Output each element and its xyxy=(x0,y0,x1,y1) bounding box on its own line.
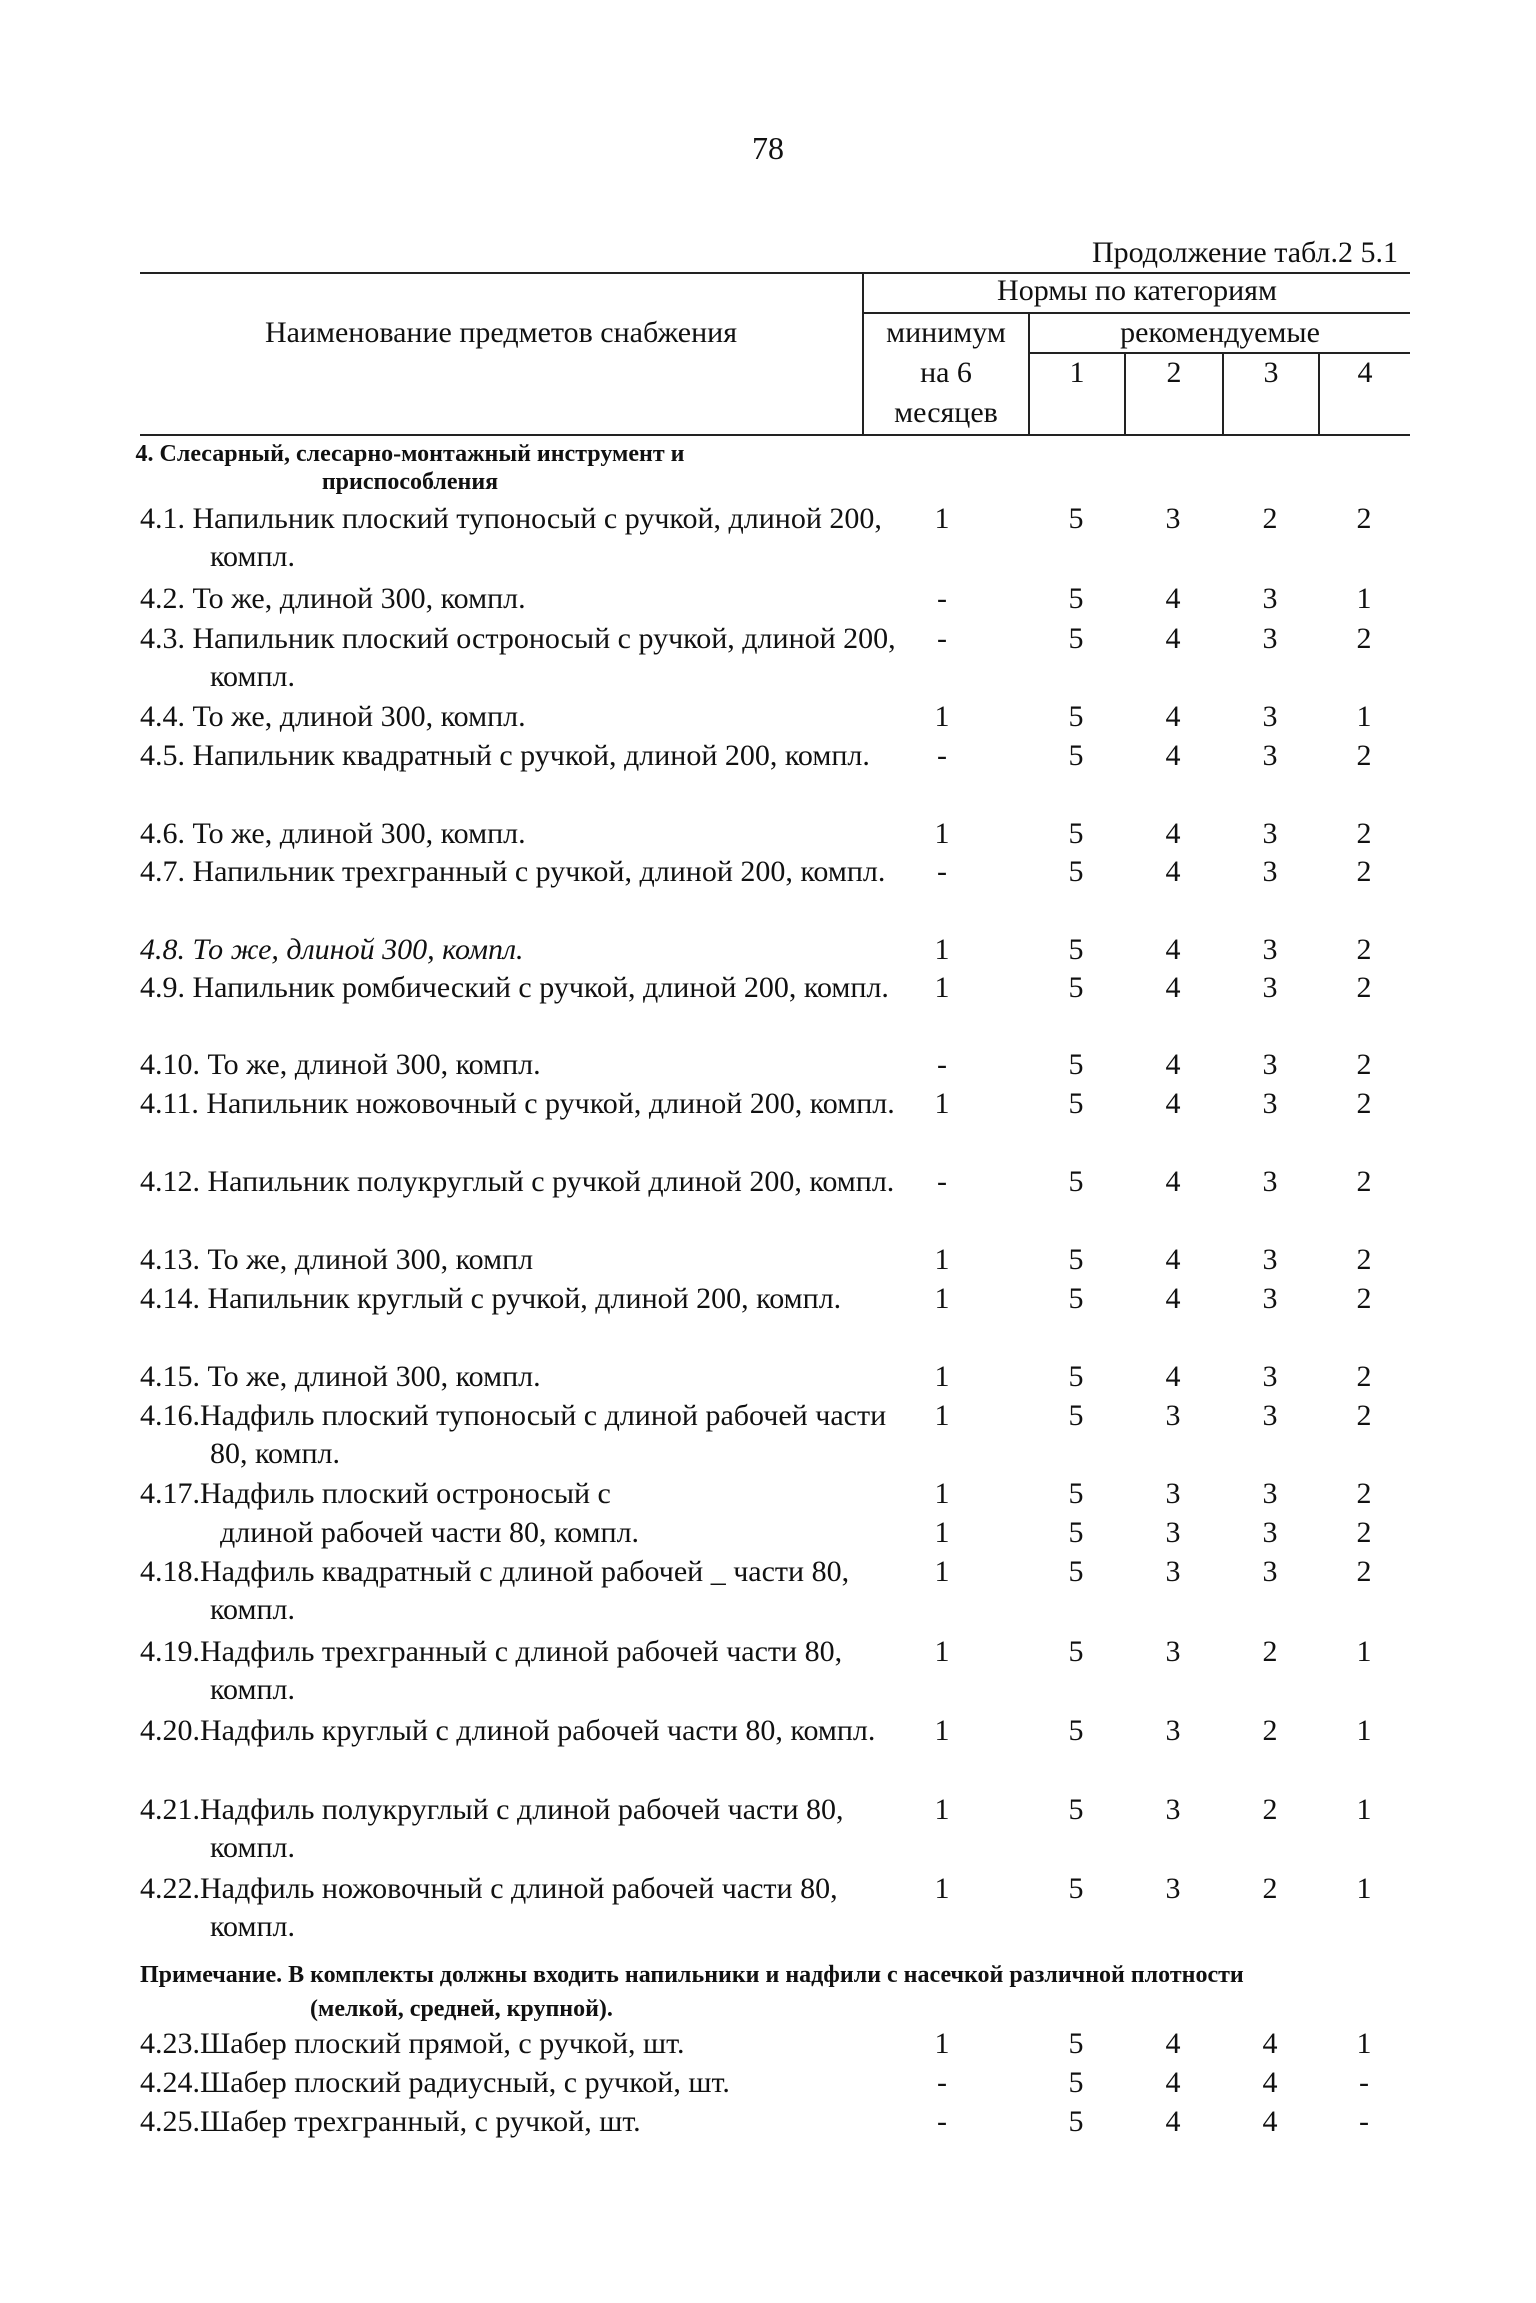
note-line2: (мелкой, средней, крупной). xyxy=(310,1996,613,2022)
cat2-value: 4 xyxy=(1165,971,1181,1004)
cat4-value: 1 xyxy=(1356,1872,1372,1905)
item-name: 4.15. То же, длиной 300, компл. xyxy=(140,1360,541,1393)
cat4-value: 2 xyxy=(1356,739,1372,772)
page-number: 78 xyxy=(752,130,784,166)
item-name: 4.8. То же, длиной 300, компл. xyxy=(140,933,524,966)
minimum-value: - xyxy=(937,2105,947,2138)
section-title-line1: 4. Слесарный, слесарно-монтажный инструмент и xyxy=(135,441,685,467)
header-norms: Нормы по категориям xyxy=(997,274,1277,307)
cat1-value: 5 xyxy=(1068,971,1084,1004)
minimum-value: 1 xyxy=(934,971,950,1004)
item-name: 4.9. Напильник ромбический с ручкой, длиной 200, компл. xyxy=(140,971,889,1004)
cat1-value: 5 xyxy=(1068,1165,1084,1198)
cat1-value: 5 xyxy=(1068,2066,1084,2099)
cat2-value: 3 xyxy=(1165,1635,1181,1668)
item-name: 4.13. То же, длиной 300, компл xyxy=(140,1243,534,1276)
cat1-value: 5 xyxy=(1068,1360,1084,1393)
cat4-value: 2 xyxy=(1356,502,1372,535)
item-name: 4.18.Надфиль квадратный с длиной рабочей _ части 80, компл. xyxy=(140,1555,850,1626)
note-line1: Примечание. В комплекты должны входить напильники и надфили с насечкой различной плотности xyxy=(140,1962,1244,1988)
cat4-value: 2 xyxy=(1356,855,1372,888)
cat3-value: 2 xyxy=(1262,502,1278,535)
minimum-value: 1 xyxy=(934,2027,950,2060)
cat2-value: 4 xyxy=(1165,933,1181,966)
cat2-value: 4 xyxy=(1165,1243,1181,1276)
cat1-value: 5 xyxy=(1068,1477,1084,1510)
header-recommended: рекомендуемые xyxy=(1120,316,1320,349)
minimum-value: 1 xyxy=(934,933,950,966)
cat2-value: 3 xyxy=(1165,1714,1181,1747)
cat3-value: 2 xyxy=(1262,1635,1278,1668)
cat4-value: 1 xyxy=(1356,1635,1372,1668)
cat3-value: 3 xyxy=(1262,1360,1278,1393)
cat3-value: 3 xyxy=(1262,1048,1278,1081)
minimum-value: 1 xyxy=(934,1793,950,1826)
cat3-value: 3 xyxy=(1262,1399,1278,1432)
minimum-value: - xyxy=(937,622,947,655)
minimum-value: 1 xyxy=(934,1872,950,1905)
cat3-value: 3 xyxy=(1262,700,1278,733)
header-name-column: Наименование предметов снабжения xyxy=(264,316,738,349)
cat3-value: 3 xyxy=(1262,933,1278,966)
minimum-value: - xyxy=(937,739,947,772)
item-name: 4.10. То же, длиной 300, компл. xyxy=(140,1048,541,1081)
cat4-value: 2 xyxy=(1356,1516,1372,1549)
cat2-value: 3 xyxy=(1165,1555,1181,1588)
cat2-value: 4 xyxy=(1165,700,1181,733)
cat3-value: 3 xyxy=(1262,1555,1278,1588)
table-continuation-label: Продолжение табл.2 5.1 xyxy=(1092,236,1398,269)
item-name: 4.7. Напильник трехгранный с ручкой, длиной 200, компл. xyxy=(140,855,886,888)
cat2-value: 4 xyxy=(1165,817,1181,850)
header-category-3: 3 xyxy=(1263,356,1279,389)
cat1-value: 5 xyxy=(1068,817,1084,850)
cat2-value: 3 xyxy=(1165,1872,1181,1905)
cat4-value: 2 xyxy=(1356,1360,1372,1393)
cat2-value: 4 xyxy=(1165,1360,1181,1393)
minimum-value: 1 xyxy=(934,700,950,733)
cat4-value: 2 xyxy=(1356,1243,1372,1276)
cat2-value: 4 xyxy=(1165,1048,1181,1081)
minimum-value: - xyxy=(937,1165,947,1198)
cat1-value: 5 xyxy=(1068,1555,1084,1588)
cat3-value: 3 xyxy=(1262,1087,1278,1120)
cat2-value: 3 xyxy=(1165,1477,1181,1510)
cat2-value: 4 xyxy=(1165,622,1181,655)
cat3-value: 3 xyxy=(1262,1477,1278,1510)
item-name: 4.6. То же, длиной 300, компл. xyxy=(140,817,526,850)
cat4-value: 2 xyxy=(1356,1555,1372,1588)
cat3-value: 3 xyxy=(1262,1282,1278,1315)
cat3-value: 3 xyxy=(1262,817,1278,850)
minimum-value: 1 xyxy=(934,1087,950,1120)
cat4-value: 2 xyxy=(1356,622,1372,655)
cat2-value: 4 xyxy=(1165,1165,1181,1198)
cat1-value: 5 xyxy=(1068,502,1084,535)
minimum-value: - xyxy=(937,1048,947,1081)
minimum-value: - xyxy=(937,2066,947,2099)
minimum-value: 1 xyxy=(934,1243,950,1276)
cat3-value: 4 xyxy=(1262,2105,1278,2138)
item-name: 4.19.Надфиль трехгранный с длиной рабочей части 80, компл. xyxy=(140,1635,843,1706)
minimum-value: - xyxy=(937,582,947,615)
cat1-value: 5 xyxy=(1068,1282,1084,1315)
cat1-value: 5 xyxy=(1068,1087,1084,1120)
cat1-value: 5 xyxy=(1068,739,1084,772)
cat3-value: 2 xyxy=(1262,1714,1278,1747)
cat4-value: 2 xyxy=(1356,1282,1372,1315)
cat1-value: 5 xyxy=(1068,2105,1084,2138)
cat3-value: 2 xyxy=(1262,1793,1278,1826)
item-name: 4.21.Надфиль полукруглый с длиной рабочей части 80, компл. xyxy=(140,1793,844,1864)
minimum-value: 1 xyxy=(934,1399,950,1432)
item-name: 4.17.Надфиль плоский остроносый с xyxy=(140,1477,611,1510)
header-category-4: 4 xyxy=(1357,356,1373,389)
cat2-value: 4 xyxy=(1165,1087,1181,1120)
cat3-value: 4 xyxy=(1262,2066,1278,2099)
cat2-value: 4 xyxy=(1165,2027,1181,2060)
header-minimum-line2: на 6 xyxy=(920,356,972,389)
cat4-value: 1 xyxy=(1356,1714,1372,1747)
cat3-value: 3 xyxy=(1262,739,1278,772)
cat2-value: 4 xyxy=(1165,739,1181,772)
cat3-value: 2 xyxy=(1262,1872,1278,1905)
cat4-value: - xyxy=(1359,2105,1369,2138)
item-name: 4.3. Напильник плоский остроносый с ручкой, длиной 200, компл. xyxy=(140,622,896,693)
cat4-value: - xyxy=(1359,2066,1369,2099)
cat2-value: 4 xyxy=(1165,855,1181,888)
minimum-value: 1 xyxy=(934,1516,950,1549)
item-name: 4.22.Надфиль ножовочный с длиной рабочей части 80, компл. xyxy=(140,1872,838,1943)
cat1-value: 5 xyxy=(1068,622,1084,655)
cat4-value: 2 xyxy=(1356,971,1372,1004)
header-category-1: 1 xyxy=(1069,356,1085,389)
cat4-value: 2 xyxy=(1356,1165,1372,1198)
minimum-value: 1 xyxy=(934,1282,950,1315)
item-name: 4.24.Шабер плоский радиусный, с ручкой, шт. xyxy=(140,2066,730,2099)
cat3-value: 3 xyxy=(1262,855,1278,888)
cat1-value: 5 xyxy=(1068,1793,1084,1826)
cat1-value: 5 xyxy=(1068,1243,1084,1276)
minimum-value: 1 xyxy=(934,1477,950,1510)
item-name: 4.20.Надфиль круглый с длиной рабочей части 80, компл. xyxy=(140,1714,876,1747)
cat1-value: 5 xyxy=(1068,582,1084,615)
minimum-value: 1 xyxy=(934,1714,950,1747)
minimum-value: 1 xyxy=(934,1635,950,1668)
item-name: 4.5. Напильник квадратный с ручкой, длиной 200, компл. xyxy=(140,739,870,772)
cat2-value: 4 xyxy=(1165,582,1181,615)
minimum-value: 1 xyxy=(934,1555,950,1588)
cat3-value: 3 xyxy=(1262,1243,1278,1276)
cat1-value: 5 xyxy=(1068,1872,1084,1905)
cat4-value: 2 xyxy=(1356,1048,1372,1081)
item-name: 4.12. Напильник полукруглый с ручкой длиной 200, компл. xyxy=(140,1165,895,1198)
cat4-value: 2 xyxy=(1356,1399,1372,1432)
item-name: 4.4. То же, длиной 300, компл. xyxy=(140,700,526,733)
cat4-value: 1 xyxy=(1356,582,1372,615)
cat1-value: 5 xyxy=(1068,1516,1084,1549)
item-name: 4.23.Шабер плоский прямой, с ручкой, шт. xyxy=(140,2027,685,2060)
cat1-value: 5 xyxy=(1068,1399,1084,1432)
item-name: длиной рабочей части 80, компл. xyxy=(220,1516,640,1549)
cat3-value: 3 xyxy=(1262,622,1278,655)
cat4-value: 1 xyxy=(1356,700,1372,733)
cat1-value: 5 xyxy=(1068,1714,1084,1747)
cat3-value: 3 xyxy=(1262,971,1278,1004)
cat1-value: 5 xyxy=(1068,1048,1084,1081)
cat4-value: 2 xyxy=(1356,1477,1372,1510)
cat2-value: 3 xyxy=(1165,1793,1181,1826)
section-title-line2: приспособления xyxy=(321,469,499,495)
cat2-value: 3 xyxy=(1165,1516,1181,1549)
header-category-2: 2 xyxy=(1166,356,1182,389)
cat2-value: 4 xyxy=(1165,2066,1181,2099)
cat4-value: 1 xyxy=(1356,1793,1372,1826)
cat3-value: 3 xyxy=(1262,1165,1278,1198)
cat1-value: 5 xyxy=(1068,1635,1084,1668)
minimum-value: 1 xyxy=(934,817,950,850)
minimum-value: - xyxy=(937,855,947,888)
item-name: 4.16.Надфиль плоский тупоносый с длиной рабочей части 80, компл. xyxy=(140,1399,887,1470)
table-note xyxy=(140,1958,1410,2026)
item-name: 4.11. Напильник ножовочный с ручкой, длиной 200, компл. xyxy=(140,1087,895,1120)
cat3-value: 3 xyxy=(1262,1516,1278,1549)
cat1-value: 5 xyxy=(1068,855,1084,888)
cat1-value: 5 xyxy=(1068,933,1084,966)
cat3-value: 4 xyxy=(1262,2027,1278,2060)
item-name: 4.1. Напильник плоский тупоносый с ручкой, длиной 200, компл. xyxy=(140,502,882,573)
cat4-value: 1 xyxy=(1356,2027,1372,2060)
item-name: 4.25.Шабер трехгранный, с ручкой, шт. xyxy=(140,2105,641,2138)
minimum-value: 1 xyxy=(934,502,950,535)
cat4-value: 2 xyxy=(1356,817,1372,850)
cat1-value: 5 xyxy=(1068,700,1084,733)
cat2-value: 4 xyxy=(1165,2105,1181,2138)
item-name: 4.14. Напильник круглый с ручкой, длиной 200, компл. xyxy=(140,1282,842,1315)
minimum-value: 1 xyxy=(934,1360,950,1393)
cat4-value: 2 xyxy=(1356,933,1372,966)
cat3-value: 3 xyxy=(1262,582,1278,615)
cat2-value: 3 xyxy=(1165,502,1181,535)
item-name: 4.2. То же, длиной 300, компл. xyxy=(140,582,526,615)
header-minimum-line1: минимум xyxy=(886,316,1006,349)
cat4-value: 2 xyxy=(1356,1087,1372,1120)
header-minimum-line3: месяцев xyxy=(894,396,998,429)
cat2-value: 3 xyxy=(1165,1399,1181,1432)
cat1-value: 5 xyxy=(1068,2027,1084,2060)
cat2-value: 4 xyxy=(1165,1282,1181,1315)
